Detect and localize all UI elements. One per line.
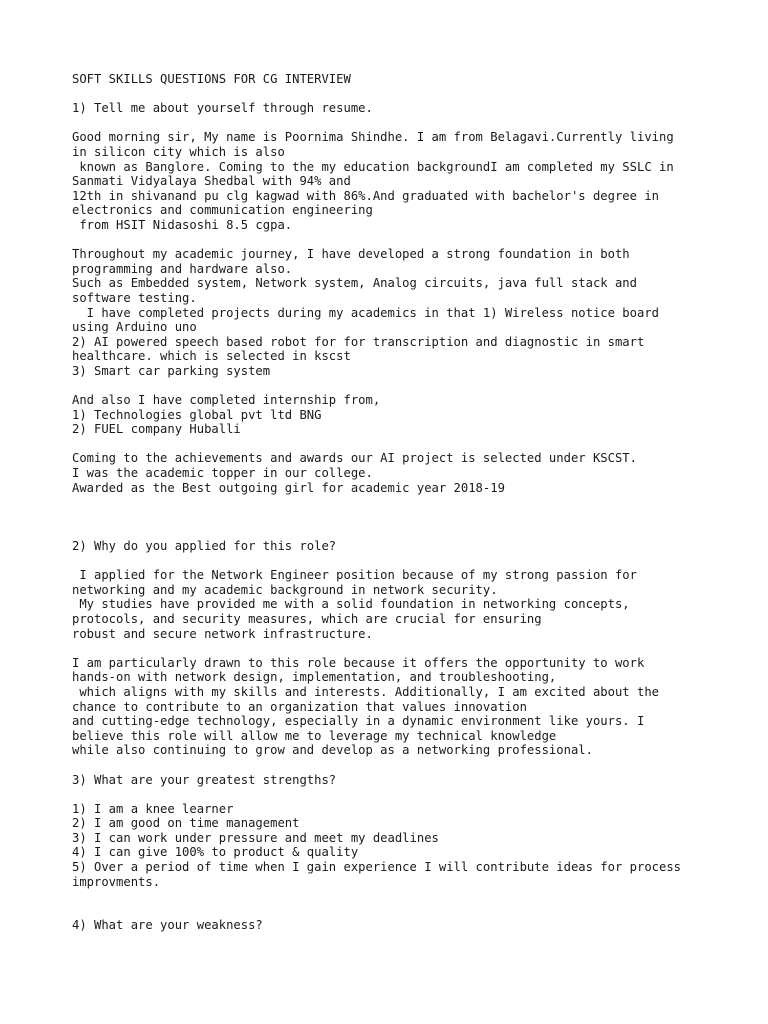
text-line: 1) I am a knee learner bbox=[72, 801, 234, 816]
text-line: using Arduino uno bbox=[72, 320, 197, 335]
text-line: Good morning sir, My name is Poornima Shindhe. I am from Belagavi.Currently living bbox=[72, 130, 674, 145]
text-line: 2) AI powered speech based robot for for transcription and diagnostic in smart bbox=[72, 334, 645, 349]
text-line: and cutting-edge technology, especially in a dynamic environment like yours. I bbox=[72, 714, 645, 729]
blank-line bbox=[72, 758, 732, 773]
text-line: 5) Over a period of time when I gain experience I will contribute ideas for process bbox=[72, 860, 682, 875]
text-line: robust and secure network infrastructure. bbox=[72, 626, 373, 641]
blank-line bbox=[72, 524, 732, 539]
text-line: electronics and communication engineering bbox=[72, 203, 373, 218]
text-line: chance to contribute to an organization that values innovation bbox=[72, 699, 527, 714]
text-line: 3) What are your greatest strengths? bbox=[72, 772, 337, 787]
blank-line bbox=[72, 437, 732, 452]
text-line: 3) I can work under pressure and meet my deadlines bbox=[72, 830, 439, 845]
text-line: protocols, and security measures, which are crucial for ensuring bbox=[72, 611, 542, 626]
blank-line bbox=[72, 87, 732, 102]
text-line: which aligns with my skills and interests. Additionally, I am excited about the bbox=[72, 684, 659, 699]
text-line: in silicon city which is also bbox=[72, 144, 285, 159]
text-line: 4) I can give 100% to product & quality bbox=[72, 845, 359, 860]
text-line: known as Banglore. Coming to the my education backgroundI am completed my SSLC in bbox=[72, 159, 674, 174]
text-line: 1) Technologies global pvt ltd BNG bbox=[72, 407, 322, 422]
text-line: 12th in shivanand pu clg kagwad with 86%.And graduated with bachelor's degree in bbox=[72, 188, 659, 203]
text-line: 4) What are your weakness? bbox=[72, 918, 263, 933]
text-line: Throughout my academic journey, I have developed a strong foundation in both bbox=[72, 247, 630, 262]
text-line: 2) I am good on time management bbox=[72, 816, 300, 831]
blank-line bbox=[72, 233, 732, 248]
blank-line bbox=[72, 510, 732, 525]
text-line: Sanmati Vidyalaya Shedbal with 94% and bbox=[72, 174, 351, 189]
blank-line bbox=[72, 378, 732, 393]
text-line: Coming to the achievements and awards our AI project is selected under KSCST. bbox=[72, 451, 637, 466]
text-line: hands-on with network design, implementation, and troubleshooting, bbox=[72, 670, 557, 685]
text-line: I was the academic topper in our college. bbox=[72, 466, 373, 481]
text-line: while also continuing to grow and develop as a networking professional. bbox=[72, 743, 593, 758]
text-line: software testing. bbox=[72, 290, 197, 305]
text-line: networking and my academic background in network security. bbox=[72, 582, 498, 597]
text-line: My studies have provided me with a solid foundation in networking concepts, bbox=[72, 597, 630, 612]
text-line: believe this role will allow me to leverage my technical knowledge bbox=[72, 728, 557, 743]
text-line: from HSIT Nidasoshi 8.5 cgpa. bbox=[72, 217, 293, 232]
text-line: And also I have completed internship from, bbox=[72, 393, 381, 408]
blank-line bbox=[72, 787, 732, 802]
text-line: 3) Smart car parking system bbox=[72, 363, 271, 378]
text-line: 2) Why do you applied for this role? bbox=[72, 539, 337, 553]
blank-line bbox=[72, 889, 732, 904]
text-line: I applied for the Network Engineer position because of my strong passion for bbox=[72, 568, 637, 583]
text-line: 2) FUEL company Huballi bbox=[72, 422, 241, 437]
text-line: healthcare. which is selected in kscst bbox=[72, 349, 351, 364]
blank-line bbox=[72, 116, 732, 131]
document-body bbox=[72, 72, 732, 933]
text-line: I am particularly drawn to this role because it offers the opportunity to work bbox=[72, 655, 645, 670]
blank-line bbox=[72, 554, 732, 569]
text-line: Awarded as the Best outgoing girl for academic year 2018-19 bbox=[72, 480, 505, 495]
text-line: Such as Embedded system, Network system, Analog circuits, java full stack and bbox=[72, 276, 637, 291]
text-line: 1) Tell me about yourself through resume. bbox=[72, 101, 373, 116]
text-line: SOFT SKILLS QUESTIONS FOR CG INTERVIEW bbox=[72, 72, 351, 86]
blank-line bbox=[72, 495, 732, 510]
text-line: improvments. bbox=[72, 874, 161, 889]
blank-line bbox=[72, 641, 732, 656]
blank-line bbox=[72, 904, 732, 919]
text-line: programming and hardware also. bbox=[72, 261, 293, 276]
text-line: I have completed projects during my academics in that 1) Wireless notice board bbox=[72, 305, 659, 320]
